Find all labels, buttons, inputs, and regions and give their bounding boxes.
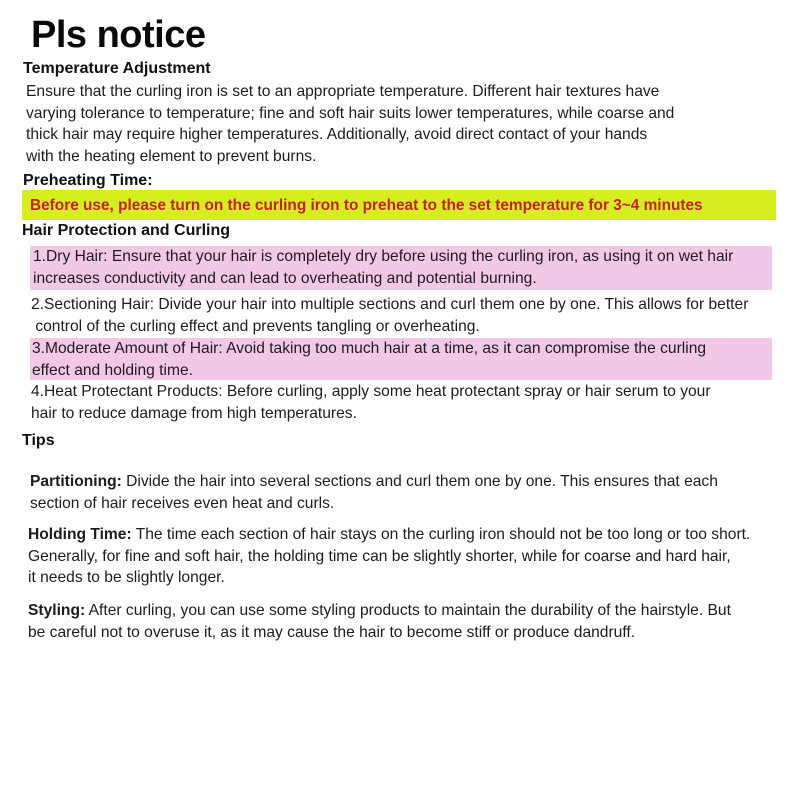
sectioning-line-2: control of the curling effect and prevents tangling or overheating.: [31, 317, 480, 335]
preheating-highlight: [22, 190, 776, 220]
tip-holding-time-line-3: it needs to be slightly longer.: [28, 569, 225, 587]
tip-partitioning: [30, 471, 790, 514]
tip-partitioning-label: Partitioning:: [30, 473, 122, 490]
temperature-paragraph: [26, 81, 726, 167]
temperature-line-1: Ensure that the curling iron is set to an appropriate temperature. Different hair textures have: [26, 83, 660, 100]
moderate-amount-line-2: effect and holding time.: [32, 361, 193, 379]
heat-protectant-line-1: 4.Heat Protectant Products: Before curling, apply some heat protectant spray or hair serum to your: [31, 383, 711, 400]
temperature-line-4: with the heating element to prevent burns.: [26, 147, 317, 165]
moderate-amount-line-1: 3.Moderate Amount of Hair: Avoid taking too much hair at a time, as it can compromise the curling: [32, 340, 707, 357]
preheating-heading: Preheating Time:: [23, 172, 153, 189]
temperature-line-3: thick hair may require higher temperatures. Additionally, avoid direct contact of your hands: [26, 126, 648, 144]
tip-holding-time-line-1: The time each section of hair stays on the curling iron should not be too long or too short.: [131, 526, 751, 543]
temperature-heading: Temperature Adjustment: [23, 60, 211, 77]
temperature-line-2: varying tolerance to temperature; fine and soft hair suits lower temperatures, while coarse and: [26, 104, 675, 122]
protection-item-moderate-amount: [30, 338, 772, 380]
tip-holding-time-line-2: Generally, for fine and soft hair, the holding time can be slightly shorter, while for coarse and hard hair,: [28, 547, 731, 565]
tip-holding-time-label: Holding Time:: [28, 526, 132, 543]
tip-holding-time: [28, 524, 798, 589]
dry-hair-line-1: 1.Dry Hair: Ensure that your hair is completely dry before using the curling iron, as using it on wet hair: [33, 248, 734, 265]
tip-partitioning-line-2: section of hair receives even heat and curls.: [30, 494, 335, 512]
tip-partitioning-line-1: Divide the hair into several sections and curl them one by one. This ensures that each: [121, 473, 718, 490]
page-title: Pls notice: [31, 14, 206, 56]
tip-styling-line-1: After curling, you can use some styling products to maintain the durability of the hairstyle. But: [85, 602, 731, 619]
dry-hair-line-2: increases conductivity and can lead to overheating and potential burning.: [33, 269, 537, 287]
protection-heading: Hair Protection and Curling: [22, 222, 231, 239]
protection-item-heat-protectant: [31, 381, 781, 424]
sectioning-line-1: 2.Sectioning Hair: Divide your hair into multiple sections and curl them one by one. This allows for better: [31, 296, 749, 313]
tip-styling: [28, 600, 798, 643]
protection-item-sectioning: [31, 294, 796, 337]
tip-styling-label: Styling:: [28, 602, 86, 619]
preheating-highlight-text: Before use, please turn on the curling iron to preheat to the set temperature for 3~4 minutes: [30, 197, 703, 214]
protection-item-dry-hair: [30, 246, 772, 290]
heat-protectant-line-2: hair to reduce damage from high temperatures.: [31, 404, 357, 422]
tip-styling-line-2: be careful not to overuse it, as it may cause the hair to become stiff or produce dandruff.: [28, 623, 636, 641]
tips-heading: Tips: [22, 432, 55, 449]
